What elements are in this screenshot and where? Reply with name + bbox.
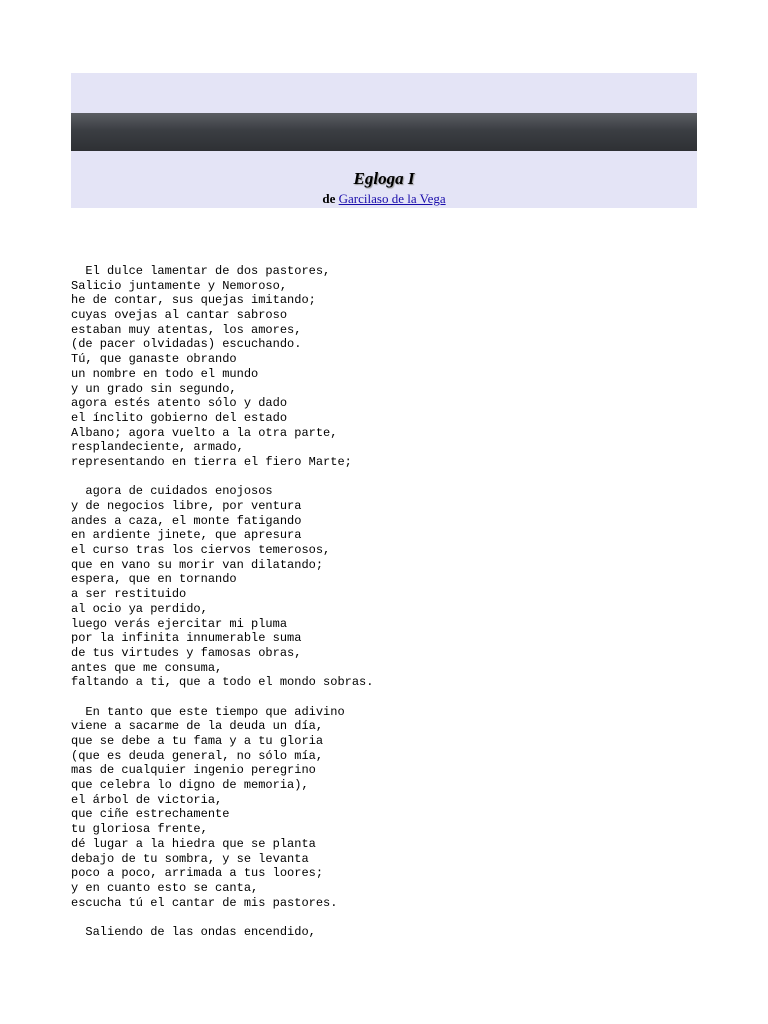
stanza [71, 484, 691, 690]
poem-line: y de negocios libre, por ventura [71, 499, 302, 513]
poem-line: dé lugar a la hiedra que se planta [71, 836, 316, 851]
poem-line: resplandeciente, armado, [71, 440, 244, 455]
poem-line: agora de cuidados enojosos [71, 484, 273, 499]
stanza [71, 925, 691, 940]
header-banner [71, 113, 697, 151]
poem-line: Tú, que ganaste obrando [71, 352, 237, 367]
poem-line: tu gloriosa frente, [71, 822, 208, 837]
poem-line: y en cuanto esto se canta, [71, 880, 259, 895]
poem-line: En tanto que este tiempo que adivino [71, 704, 345, 719]
poem-line: (que es deuda general, no sólo mía, [71, 748, 324, 763]
poem-line: luego verás ejercitar mi pluma [71, 616, 288, 631]
poem-line: que ciñe estrechamente [71, 807, 230, 822]
stanza [71, 705, 691, 911]
poem-line: Salicio juntamente y Nemoroso, [71, 278, 288, 293]
poem-line: espera, que en tornando [71, 572, 237, 587]
poem-line: poco a poco, arrimada a tus loores; [71, 866, 324, 881]
author-byline [71, 191, 697, 207]
poem-line: escucha tú el cantar de mis pastores. [71, 895, 338, 910]
poem-line: un nombre en todo el mundo [71, 366, 259, 381]
poem-line: Saliendo de las ondas encendido, [71, 924, 316, 939]
poem-line: agora estés atento sólo y dado [71, 396, 288, 411]
poem-line: y un grado sin segundo, [71, 381, 237, 396]
poem-line: que en vano su morir van dilatando; [71, 557, 324, 572]
poem-line: mas de cualquier ingenio peregrino [71, 763, 316, 778]
poem-line: que se debe a tu fama y a tu gloria [71, 734, 324, 748]
poem-line: representando en tierra el fiero Marte; [71, 454, 352, 469]
poem-line: al ocio ya perdido, [71, 601, 208, 616]
poem-line: Albano; agora vuelto a la otra parte, [71, 425, 338, 440]
poem-line: el ínclito gobierno del estado [71, 410, 288, 425]
poem-line: el curso tras los ciervos temerosos, [71, 543, 331, 558]
page-title: Egloga I [353, 169, 415, 188]
poem-line: cuyas ovejas al cantar sabroso [71, 308, 288, 323]
author-link[interactable]: Garcilaso de la Vega [338, 191, 446, 206]
poem-line: viene a sacarme de la deuda un día, [71, 719, 324, 734]
poem-line: El dulce lamentar de dos pastores, [71, 264, 331, 278]
poem-line: el árbol de victoria, [71, 792, 223, 807]
poem-line: he de contar, sus quejas imitando; [71, 293, 316, 308]
poem-line: faltando a ti, que a todo el mondo sobras. [71, 675, 374, 690]
poem-line: estaban muy atentas, los amores, [71, 322, 302, 337]
poem-line: que celebra lo digno de memoria), [71, 778, 309, 793]
poem-line: en ardiente jinete, que apresura [71, 528, 302, 543]
byline-prefix: de [322, 191, 339, 206]
poem-line: a ser restituido [71, 587, 187, 602]
header-panel [71, 73, 697, 208]
poem-text [71, 264, 691, 954]
poem-line: antes que me consuma, [71, 660, 223, 675]
poem-line: (de pacer olvidadas) escuchando. [71, 337, 302, 352]
poem-line: por la infinita innumerable suma [71, 631, 302, 646]
poem-line: debajo de tu sombra, y se levanta [71, 851, 309, 866]
stanza [71, 264, 691, 470]
poem-line: de tus virtudes y famosas obras, [71, 645, 302, 660]
poem-line: andes a caza, el monte fatigando [71, 513, 302, 528]
